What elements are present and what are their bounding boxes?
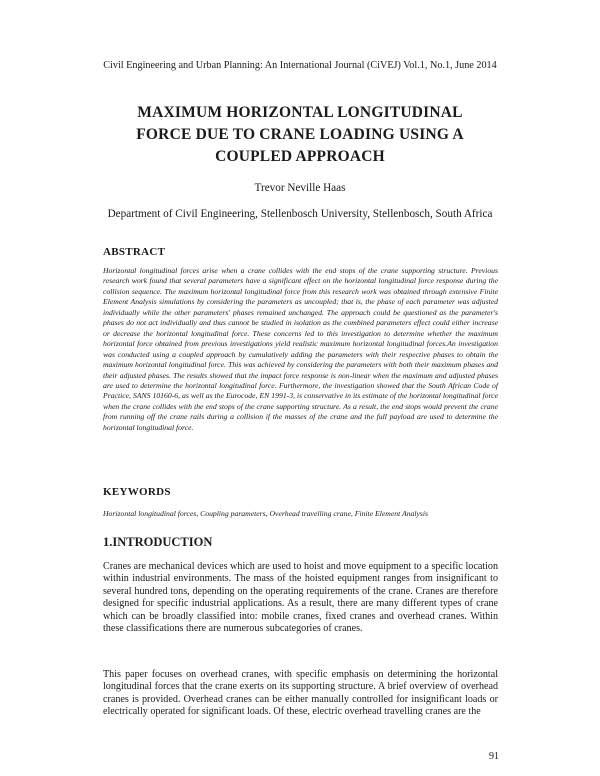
author-affiliation: Department of Civil Engineering, Stellenbosch University, Stellenbosch, South Africa xyxy=(107,208,493,220)
introduction-paragraph-1: Cranes are mechanical devices which are used to hoist and move equipment to a specific location within industrial environments. The mass of the hoisted equipment ranges from insignificant to several hundred tons, depending on the operating requirements of the crane. Cranes are therefore designed for specific industrial applications. As a result, there are many different types of crane which can be broadly classified into: mobile cranes, fixed cranes and overhead cranes. Within these classifications there are numerous subcategories of cranes. xyxy=(103,561,498,635)
abstract-text: Horizontal longitudinal forces arise when a crane collides with the end stops of the crane supporting structure. Previous research work found that several parameters have a significant effect on the horizontal longitudinal force response during the collision sequence. The maximum horizontal longitudinal force from this research work was obtained through extensive Finite Element Analysis simulations by considering the parameters as uncoupled; that is, the phase of each parameter was adjusted individually while the other parameters' phases remained unchanged. The approach could be questioned as the parameter's phases do not act individually and thus cannot be studied in isolation as the combined parameters effect could either increase or decrease the horizontal longitudinal force. These concerns led to this investigation to determine whether the maximum horizontal force obtained from previous investigations yield realistic maximum horizontal longitudinal forces.An investigation was conducted using a coupled approach by cumulatively adding the parameters with their respective phases to obtain the maximum horizontal longitudinal force. This was achieved by considering the parameters with both their maximum phases and their adjusted phases. The results showed that the impact force response is non-linear when the maximum and adjusted phases are used to determine the horizontal longitudinal force. Furthermore, the investigation showed that the South African Code of Practice, SANS 10160-6, as well as the Eurocode, EN 1991-3, is conservative in its estimate of the horizontal longitudinal force when the crane collides with the end stops of the crane supporting structure. As a result, the end stops would prevent the crane from running off the crane rails during a collision if the masses of the crane and the full payload are used to determine the horizontal longitudinal force. xyxy=(103,266,498,432)
introduction-heading: 1.INTRODUCTION xyxy=(103,535,213,549)
abstract-heading: ABSTRACT xyxy=(103,246,166,258)
introduction-paragraph-2: This paper focuses on overhead cranes, with specific emphasis on determining the horizontal longitudinal forces that the crane exerts on its supporting structure. A brief overview of overhead cranes is provided. Overhead cranes can be either manually controlled for insignificant loads or electrically operated for significant loads. Of these, electric overhead travelling cranes are the xyxy=(103,669,498,718)
title-line-2: FORCE DUE TO CRANE LOADING USING A xyxy=(136,126,464,143)
author-name: Trevor Neville Haas xyxy=(254,182,346,194)
page-number: 91 xyxy=(489,751,499,762)
paper-title xyxy=(90,102,510,168)
keywords-heading: KEYWORDS xyxy=(103,486,171,498)
title-line-3: COUPLED APPROACH xyxy=(215,148,385,165)
title-line-1: MAXIMUM HORIZONTAL LONGITUDINAL xyxy=(137,104,463,121)
journal-header: Civil Engineering and Urban Planning: An International Journal (CiVEJ) Vol.1, No.1, June 2014 xyxy=(103,60,497,71)
keywords-text: Horizontal longitudinal forces, Coupling parameters, Overhead travelling crane, Finite Element Analysis xyxy=(103,509,429,518)
